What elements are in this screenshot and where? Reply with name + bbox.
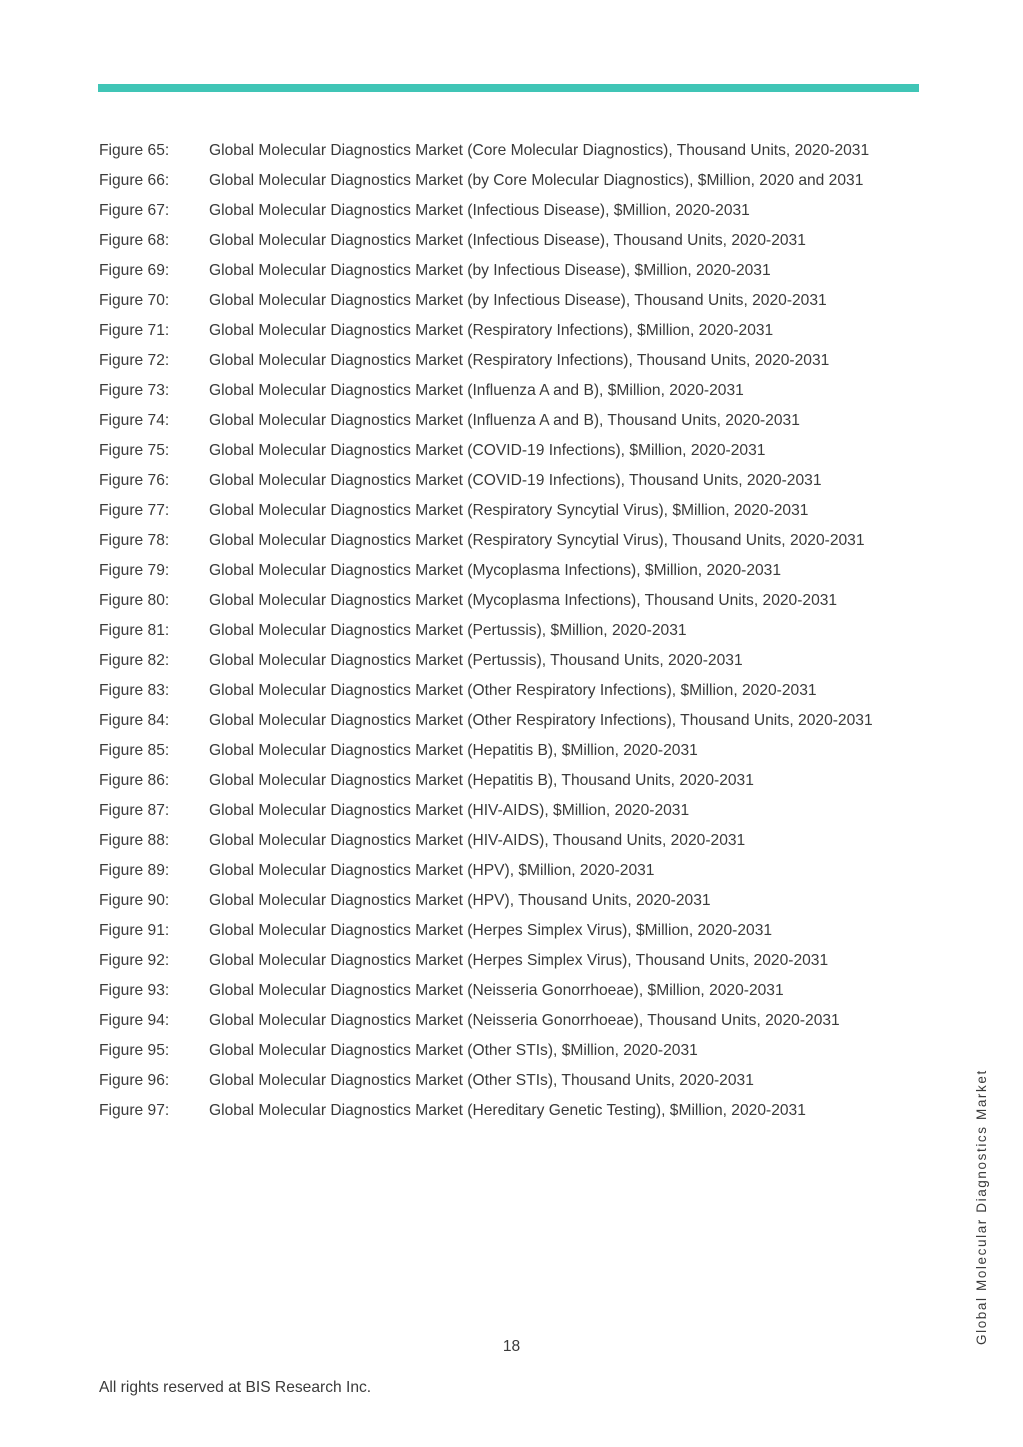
figure-list-item (99, 351, 889, 371)
figure-list-item (99, 1071, 889, 1091)
figure-title: Global Molecular Diagnostics Market (Other STIs), Thousand Units, 2020-2031 (209, 1072, 754, 1089)
figure-title: Global Molecular Diagnostics Market (Hereditary Genetic Testing), $Million, 2020-2031 (209, 1102, 806, 1119)
figure-number: Figure 74: (99, 412, 170, 429)
figure-title: Global Molecular Diagnostics Market (Infectious Disease), $Million, 2020-2031 (209, 202, 750, 219)
figure-list-item (99, 381, 889, 401)
figure-number: Figure 84: (99, 712, 170, 729)
figure-title: Global Molecular Diagnostics Market (Pertussis), $Million, 2020-2031 (209, 622, 687, 639)
figure-list-item (99, 501, 889, 521)
figure-number: Figure 89: (99, 862, 170, 879)
figure-list-item (99, 681, 889, 701)
figure-list-item (99, 741, 889, 761)
figure-title: Global Molecular Diagnostics Market (Core Molecular Diagnostics), Thousand Units, 2020-2031 (209, 142, 870, 159)
figure-title: Global Molecular Diagnostics Market (Other STIs), $Million, 2020-2031 (209, 1042, 698, 1059)
figure-title: Global Molecular Diagnostics Market (Respiratory Infections), $Million, 2020-2031 (209, 322, 774, 339)
figure-list-item (99, 561, 889, 581)
figure-title: Global Molecular Diagnostics Market (Herpes Simplex Virus), Thousand Units, 2020-2031 (209, 952, 829, 969)
figure-number: Figure 96: (99, 1072, 170, 1089)
figure-list-item (99, 831, 889, 851)
figure-number: Figure 69: (99, 262, 170, 279)
figure-title: Global Molecular Diagnostics Market (HIV-AIDS), Thousand Units, 2020-2031 (209, 832, 746, 849)
figure-title: Global Molecular Diagnostics Market (Mycoplasma Infections), $Million, 2020-2031 (209, 562, 782, 579)
figure-title: Global Molecular Diagnostics Market (Respiratory Infections), Thousand Units, 2020-2031 (209, 352, 830, 369)
figure-number: Figure 81: (99, 622, 170, 639)
figure-number: Figure 90: (99, 892, 170, 909)
figure-number: Figure 67: (99, 202, 170, 219)
figure-list-item (99, 921, 889, 941)
figure-list-item (99, 651, 889, 671)
figure-number: Figure 66: (99, 172, 170, 189)
header-accent-bar (98, 84, 919, 92)
figure-list-item (99, 201, 889, 221)
figure-list-item (99, 231, 889, 251)
list-of-figures (99, 141, 889, 1131)
figure-title: Global Molecular Diagnostics Market (Respiratory Syncytial Virus), Thousand Units, 2020-2031 (209, 532, 865, 549)
figure-number: Figure 83: (99, 682, 170, 699)
figure-number: Figure 85: (99, 742, 170, 759)
figure-title: Global Molecular Diagnostics Market (HIV-AIDS), $Million, 2020-2031 (209, 802, 690, 819)
figure-number: Figure 92: (99, 952, 170, 969)
figure-title: Global Molecular Diagnostics Market (Neisseria Gonorrhoeae), Thousand Units, 2020-2031 (209, 1012, 840, 1029)
figure-list-item (99, 981, 889, 1001)
figure-list-item (99, 261, 889, 281)
figure-number: Figure 93: (99, 982, 170, 999)
figure-title: Global Molecular Diagnostics Market (by Infectious Disease), $Million, 2020-2031 (209, 262, 771, 279)
figure-title: Global Molecular Diagnostics Market (Other Respiratory Infections), Thousand Units, 2020-2031 (209, 712, 873, 729)
figure-list-item (99, 321, 889, 341)
figure-number: Figure 65: (99, 142, 170, 159)
figure-title: Global Molecular Diagnostics Market (Pertussis), Thousand Units, 2020-2031 (209, 652, 743, 669)
figure-title: Global Molecular Diagnostics Market (Influenza A and B), $Million, 2020-2031 (209, 382, 744, 399)
figure-number: Figure 77: (99, 502, 170, 519)
figure-title: Global Molecular Diagnostics Market (Other Respiratory Infections), $Million, 2020-2031 (209, 682, 817, 699)
figure-number: Figure 72: (99, 352, 170, 369)
figure-number: Figure 80: (99, 592, 170, 609)
figure-number: Figure 94: (99, 1012, 170, 1029)
figure-number: Figure 78: (99, 532, 170, 549)
figure-list-item (99, 591, 889, 611)
figure-number: Figure 79: (99, 562, 170, 579)
figure-number: Figure 91: (99, 922, 170, 939)
figure-title: Global Molecular Diagnostics Market (Infectious Disease), Thousand Units, 2020-2031 (209, 232, 806, 249)
figure-number: Figure 86: (99, 772, 170, 789)
figure-number: Figure 95: (99, 1042, 170, 1059)
figure-title: Global Molecular Diagnostics Market (Influenza A and B), Thousand Units, 2020-2031 (209, 412, 800, 429)
figure-number: Figure 68: (99, 232, 170, 249)
figure-list-item (99, 441, 889, 461)
page-number: 18 (502, 1338, 521, 1355)
figure-number: Figure 73: (99, 382, 170, 399)
figure-list-item (99, 1041, 889, 1061)
figure-list-item (99, 771, 889, 791)
footer-copyright: All rights reserved at BIS Research Inc. (99, 1379, 372, 1396)
figure-list-item (99, 891, 889, 911)
figure-number: Figure 87: (99, 802, 170, 819)
figure-list-item (99, 411, 889, 431)
figure-list-item (99, 141, 889, 161)
figure-list-item (99, 471, 889, 491)
figure-title: Global Molecular Diagnostics Market (COVID-19 Infections), $Million, 2020-2031 (209, 442, 766, 459)
figure-list-item (99, 621, 889, 641)
figure-number: Figure 82: (99, 652, 170, 669)
figure-list-item (99, 171, 889, 191)
figure-number: Figure 75: (99, 442, 170, 459)
figure-title: Global Molecular Diagnostics Market (Herpes Simplex Virus), $Million, 2020-2031 (209, 922, 773, 939)
figure-title: Global Molecular Diagnostics Market (HPV), Thousand Units, 2020-2031 (209, 892, 711, 909)
figure-list-item (99, 1011, 889, 1031)
figure-title: Global Molecular Diagnostics Market (Neisseria Gonorrhoeae), $Million, 2020-2031 (209, 982, 784, 999)
figure-list-item (99, 711, 889, 731)
figure-list-item (99, 951, 889, 971)
figure-title: Global Molecular Diagnostics Market (COVID-19 Infections), Thousand Units, 2020-2031 (209, 472, 822, 489)
figure-list-item (99, 1101, 889, 1121)
figure-number: Figure 97: (99, 1102, 170, 1119)
figure-number: Figure 70: (99, 292, 170, 309)
figure-title: Global Molecular Diagnostics Market (Respiratory Syncytial Virus), $Million, 2020-2031 (209, 502, 809, 519)
figure-title: Global Molecular Diagnostics Market (by Infectious Disease), Thousand Units, 2020-2031 (209, 292, 827, 309)
figure-title: Global Molecular Diagnostics Market (Hepatitis B), Thousand Units, 2020-2031 (209, 772, 754, 789)
figure-title: Global Molecular Diagnostics Market (HPV), $Million, 2020-2031 (209, 862, 655, 879)
figure-number: Figure 71: (99, 322, 170, 339)
figure-number: Figure 88: (99, 832, 170, 849)
figure-list-item (99, 801, 889, 821)
figure-title: Global Molecular Diagnostics Market (Mycoplasma Infections), Thousand Units, 2020-2031 (209, 592, 838, 609)
figure-list-item (99, 531, 889, 551)
figure-list-item (99, 291, 889, 311)
figure-title: Global Molecular Diagnostics Market (Hepatitis B), $Million, 2020-2031 (209, 742, 698, 759)
figure-number: Figure 76: (99, 472, 170, 489)
figure-list-item (99, 861, 889, 881)
side-report-title: Global Molecular Diagnostics Market (974, 1069, 989, 1345)
figure-title: Global Molecular Diagnostics Market (by Core Molecular Diagnostics), $Million, 2020 and 2031 (209, 172, 864, 189)
